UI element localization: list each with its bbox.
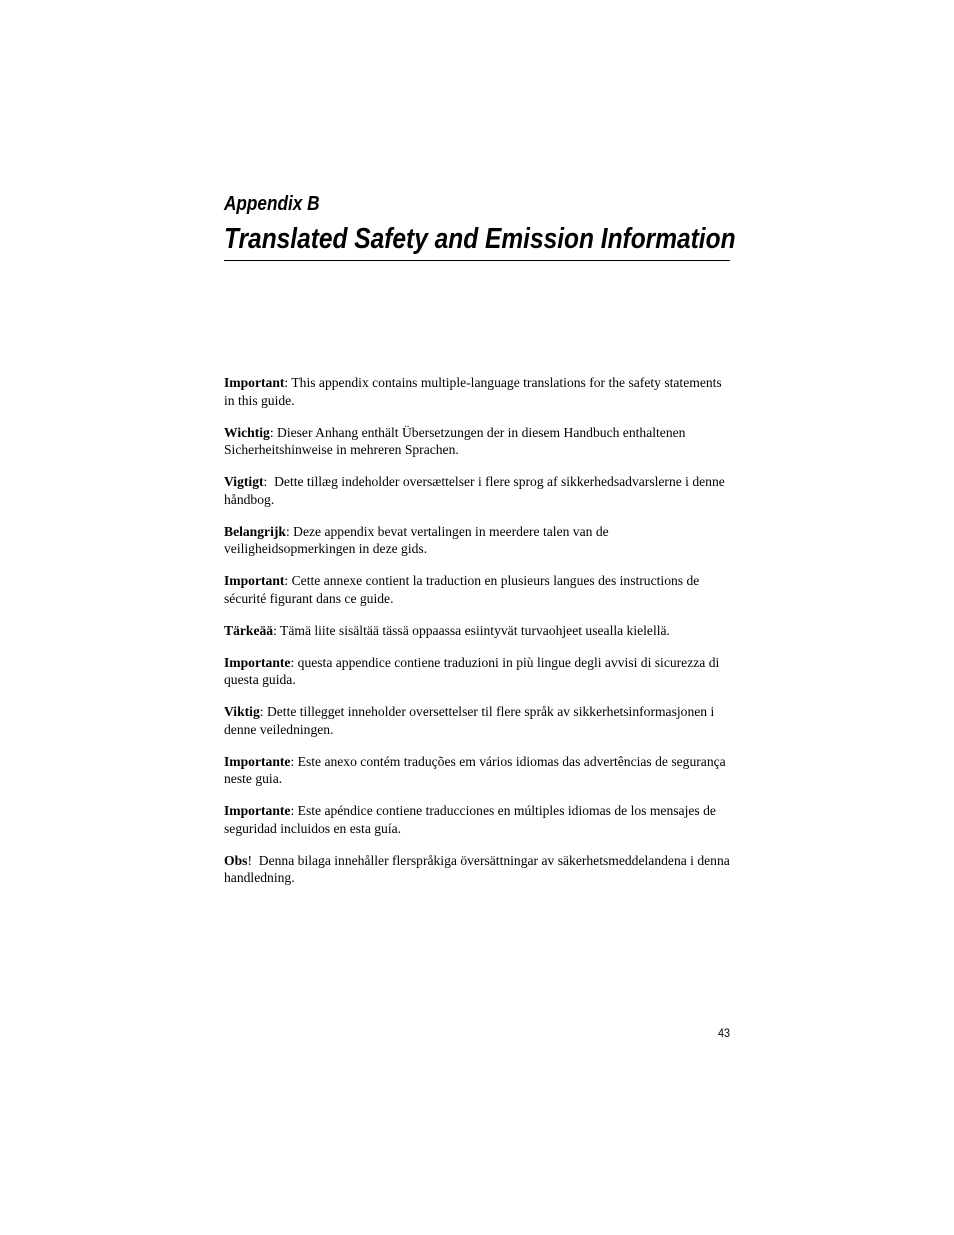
notice-text: This appendix contains multiple-language translations for the safety statements in this guide. <box>224 375 722 408</box>
notice-text: Este anexo contém traduções em vários idiomas das advertências de segurança neste guia. <box>224 753 726 786</box>
notice-label: Vigtigt <box>224 474 264 489</box>
notice-norwegian <box>224 703 734 738</box>
notice-label: Important <box>224 375 285 390</box>
notice-danish <box>224 473 734 508</box>
notice-text: Dette tillæg indeholder oversættelser i flere sprog af sikkerhedsadvarslerne i denne håndbog. <box>224 474 725 507</box>
notice-text: Cette annexe contient la traduction en plusieurs langues des instructions de sécurité figurant dans ce guide. <box>224 573 700 606</box>
notice-french <box>224 572 734 607</box>
notice-text: Tämä liite sisältää tässä oppaassa esiintyvät turvaohjeet usealla kielellä. <box>280 622 670 638</box>
notice-label: Viktig <box>224 704 260 719</box>
notice-separator: ! <box>247 852 259 868</box>
notice-list <box>224 374 734 901</box>
chapter-title: Translated Safety and Emission Information <box>224 223 736 255</box>
notice-italian <box>224 654 734 689</box>
notice-separator: : <box>285 523 294 539</box>
notice-text: Este apéndice contiene traducciones en múltiples idiomas de los mensajes de seguridad incluidos en esta guía. <box>224 803 716 836</box>
notice-label: Tärkeää <box>224 622 274 638</box>
page-number: 43 <box>717 1026 730 1040</box>
title-rule <box>224 260 730 261</box>
notice-separator: : <box>284 375 292 390</box>
notice-dutch <box>224 523 734 558</box>
notice-finnish <box>224 622 734 640</box>
notice-separator: : <box>284 573 292 588</box>
notice-separator: : <box>273 622 281 638</box>
notice-text: Denna bilaga innehåller flerspråkiga översättningar av säkerhetsmeddelandena i denna handledning. <box>224 852 730 885</box>
notice-label: Importante <box>224 803 291 818</box>
notice-label: Important <box>224 573 285 588</box>
notice-label: Wichtig <box>224 424 270 440</box>
notice-label: Obs <box>224 852 248 868</box>
notice-separator: : <box>290 753 298 769</box>
notice-portuguese <box>224 753 734 788</box>
notice-separator: : <box>290 803 298 818</box>
notice-text: Dette tillegget inneholder oversettelser til flere språk av sikkerhetsinformasjonen i denne veiledningen. <box>224 704 715 737</box>
notice-label: Importante <box>224 654 291 670</box>
notice-label: Belangrijk <box>224 523 286 539</box>
notice-label: Importante <box>224 753 291 769</box>
notice-separator: : <box>290 654 298 670</box>
appendix-label: Appendix B <box>224 193 320 215</box>
notice-spanish <box>224 802 734 837</box>
notice-text: questa appendice contiene traduzioni in più lingue degli avvisi di sicurezza di questa guida. <box>224 654 720 687</box>
notice-separator: : <box>259 704 267 719</box>
notice-text: Dieser Anhang enthält Übersetzungen der in diesem Handbuch enthaltenen Sicherheitshinweise in mehreren Sprachen. <box>224 424 686 457</box>
notice-separator: : <box>269 424 278 440</box>
notice-swedish <box>224 852 734 887</box>
notice-separator: : <box>263 474 275 489</box>
notice-english <box>224 374 734 409</box>
notice-german <box>224 424 734 459</box>
notice-text: Deze appendix bevat vertalingen in meerdere talen van de veiligheidsopmerkingen in deze gids. <box>224 523 609 556</box>
